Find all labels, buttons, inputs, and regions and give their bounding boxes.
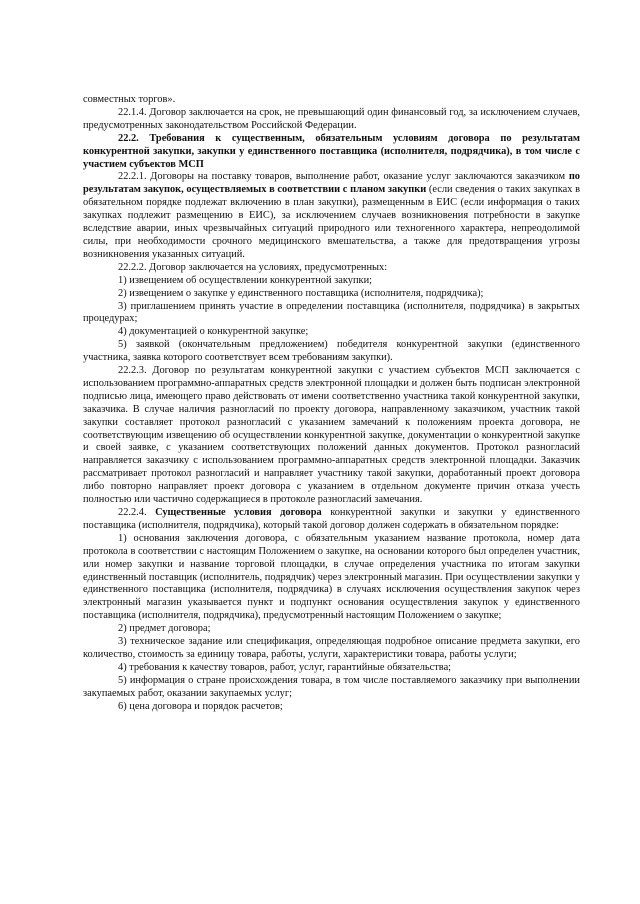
document-text [83, 94, 580, 714]
paragraph-22-2-3: 22.2.3. Договор по результатам конкурентной закупки с участием субъектов МСП заключается с использованием программно-аппаратных средств электронной площадки и должен быть подписан электронной подписью лица, имеющего право действовать от имени соответственно участника такой конкурентной закупки, заказчика. В случае наличия разногласий по проекту договора, направленному заказчиком, участник такой закупки составляет протокол разногласий с указанием замечаний к положениям проекта договора, не соответствующим извещению об осуществлении конкурентной закупке, документации о конкурентной закупке и своей заявке, с указанием соответствующих положений данных документов. Протокол разногласий направляется заказчику с использованием программно-аппаратных средств электронной площадки. Заказчик рассматривает протокол разногласий и направляет участнику такой закупки, доработанный проект договора либо повторно направляет проект договора с указанием в отдельном документе причин отказа учесть полностью или частично содержащиеся в протоколе разногласий замечания. [83, 365, 580, 506]
paragraph-22-2-1 [83, 171, 580, 261]
list-item-contract-price: 6) цена договора и порядок расчетов; [118, 700, 283, 712]
paragraph-22-2-4-emphasis: Существенные условия договора [155, 507, 322, 518]
paragraph-22-2-4 [83, 507, 580, 533]
paragraph-22-2-4-rest: конкурентной закупки и закупки у единственного поставщика (исполнителя, подрядчика), который такой договор должен содержать в обязательном порядке: [83, 507, 580, 531]
paragraph-22-1-4: 22.1.4. Договор заключается на срок, не превышающий один финансовый год, за исключением случаев, предусмотренных законодательством Российской Федерации. [83, 106, 580, 131]
paragraph-tail-joint-tenders: совместных торгов». [83, 94, 176, 105]
paragraph-22-2-1-emphasis: по результатам закупок, осуществляемых в соответствии с планом закупки [83, 171, 580, 196]
list-item-notice-competitive: 1) извещением об осуществлении конкурентной закупки; [118, 274, 373, 286]
list-item-invitation: 3) приглашением принять участие в определении поставщика (исполнителя, подрядчика) в закрытых процедурах; [83, 300, 580, 325]
list-item-country-of-origin: 5) информация о стране происхождения товара, в том числе поставляемого заказчику при выполнении закупаемых работ, оказании закупаемых услуг; [83, 674, 580, 699]
list-item-documentation: 4) документацией о конкурентной закупке; [118, 326, 309, 338]
list-item-notice-single-supplier: 2) извещением о закупке у единственного поставщика (исполнителя, подрядчика); [118, 287, 484, 299]
paragraph-22-2-2: 22.2.2. Договор заключается на условиях, предусмотренных: [118, 261, 388, 273]
list-item-winner-application: 5) заявкой (окончательным предложением) победителя конкурентной закупки (единственного участника, заявка которого соответствует всем требованиям закупки). [83, 339, 580, 364]
paragraph-22-2-1-lead: 22.2.1. Договоры на поставку товаров, выполнение работ, оказание услуг заключаются заказчиком [118, 171, 566, 183]
section-heading-22-2: 22.2. Требования к существенным, обязательным условиям договора по результатам конкурентной закупки, закупки у единственного поставщика (исполнителя, подрядчика), в том числе с участием субъектов МСП [83, 132, 580, 170]
list-item-quality-requirements: 4) требования к качеству товаров, работ, услуг, гарантийные обязательства; [118, 661, 452, 673]
list-item-contract-subject: 2) предмет договора; [118, 623, 211, 635]
list-item-contract-grounds: 1) основания заключения договора, с обязательным указанием название протокола, номер дата протокола в соответствии с настоящим Положением о закупке, на основании которого был определен участник, или номер закупки и название торговой площадки, в случае определения участника по итогам закупки единственный поставщик (исполнитель, подрядчик) через электронный магазин. При осуществлении закупки у единственного поставщика (исполнителя, подрядчика) в случаях исключения осуществления закупок через электронный магазин указывается пункт и подпункт основания осуществления закупок у единственного поставщика (исполнителя, подрядчика), предусмотренный настоящим Положением о закупке; [83, 532, 580, 622]
list-item-technical-spec: 3) техническое задание или спецификация, определяющая подробное описание предмета закупки, его количество, стоимость за единицу товара, работы, услуги, характеристики товара, работы услуги; [83, 636, 580, 660]
paragraph-22-2-4-number: 22.2.4. [118, 507, 147, 518]
paragraph-22-2-1-rest: (если сведения о таких закупках в обязательном порядке подлежат включению в план закупки), размещенным в ЕИС (если информация о таких закупках подлежит размещению в ЕИС), за исключением случаев возникновения потребности в закупке вследствие аварии, иных чрезвычайных ситуаций природного или техногенного характера, непреодолимой силы, при необходимости срочного медицинского вмешательства, а также для предотвращения угрозы возникновения указанных ситуаций. [83, 184, 580, 260]
